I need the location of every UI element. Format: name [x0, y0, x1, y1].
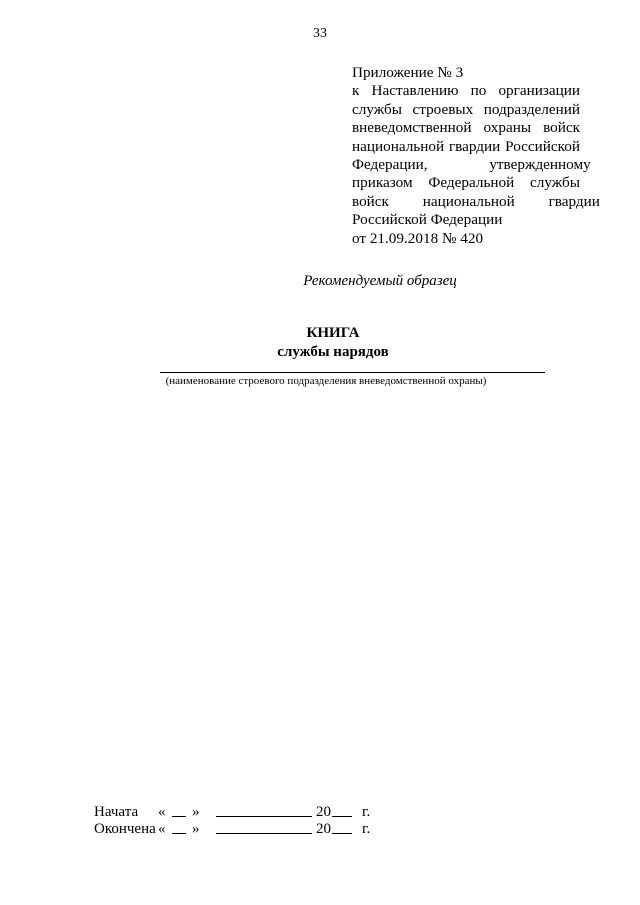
year-blank [332, 833, 352, 834]
appendix-line: Федерации, утвержденному [352, 156, 591, 174]
close-quote: » [192, 804, 200, 820]
book-title: КНИГА [306, 325, 360, 341]
month-blank [216, 816, 312, 817]
day-blank [172, 816, 186, 817]
unit-name-caption: (наименование строевого подразделения вневедомственной охраны) [165, 375, 487, 387]
year-suffix: г. [362, 821, 371, 837]
appendix-line: к Наставлению по организации [352, 82, 580, 100]
ended-label: Окончена [94, 821, 156, 837]
year-blank [332, 816, 352, 817]
close-quote: » [192, 821, 200, 837]
open-quote: « [158, 804, 166, 820]
appendix-line: Российской Федерации [352, 211, 503, 229]
year-prefix: 20 [316, 804, 331, 820]
appendix-header [352, 64, 600, 248]
page-number: 33 [313, 26, 327, 41]
recommended-sample-label: Рекомендуемый образец [303, 273, 457, 289]
appendix-line: войск национальной гвардии [352, 192, 600, 210]
year-prefix: 20 [316, 821, 331, 837]
book-title-block [0, 324, 640, 362]
appendix-line: Приложение № 3 [352, 64, 464, 81]
started-label: Начата [94, 804, 139, 820]
appendix-line: службы строевых подразделений [352, 100, 580, 118]
month-blank [216, 833, 312, 834]
appendix-line: национальной гвардии Российской [352, 137, 580, 155]
open-quote: « [158, 821, 166, 837]
appendix-line: вневедомственной охраны войск [352, 119, 580, 137]
book-subtitle: службы нарядов [277, 344, 389, 360]
unit-name-blank-line [160, 372, 545, 373]
day-blank [172, 833, 186, 834]
appendix-line: от 21.09.2018 № 420 [352, 229, 484, 247]
year-suffix: г. [362, 804, 371, 820]
appendix-line: приказом Федеральной службы [352, 174, 580, 192]
